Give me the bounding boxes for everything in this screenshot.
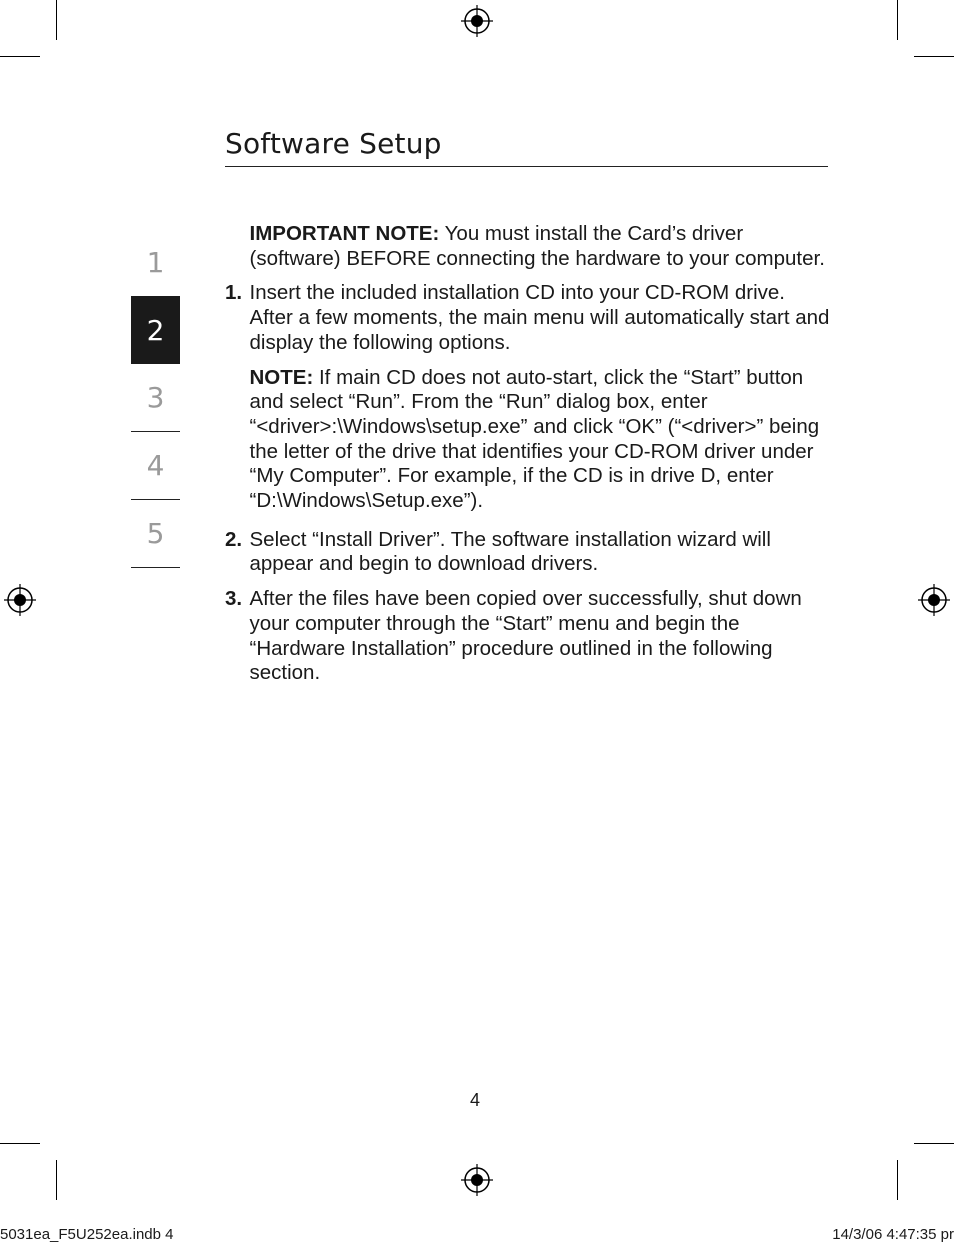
important-note — [225, 222, 830, 271]
step-text: Select “Install Driver”. The software installation wizard will appear and begin to download drivers. — [249, 527, 771, 576]
body-content — [225, 222, 830, 700]
crop-mark — [0, 1143, 40, 1144]
print-slug-filename: 5031ea_F5U252ea.indb 4 — [0, 1226, 174, 1243]
section-tab-1: 1 — [146, 245, 165, 279]
crop-mark — [897, 1160, 898, 1200]
section-tab-4: 4 — [131, 432, 180, 500]
crop-mark — [0, 56, 40, 57]
important-note-label: IMPORTANT NOTE: — [249, 222, 440, 245]
registration-mark-icon — [461, 5, 493, 37]
cd-note — [225, 366, 830, 514]
page-number: 4 — [470, 1090, 481, 1110]
crop-mark — [914, 1143, 954, 1144]
note-label: NOTE: — [249, 365, 314, 389]
crop-mark — [56, 1160, 57, 1200]
section-tab-3: 3 — [131, 364, 180, 432]
step-number: 1. — [225, 281, 243, 305]
crop-mark — [914, 56, 954, 57]
step-number: 3. — [225, 587, 243, 611]
important-note-text: You must install the Card’s driver (software) BEFORE connecting the hardware to your computer. — [249, 222, 825, 270]
step-text: After the files have been copied over successfully, shut down your computer through the “Start” menu and begin the “Hardware Installation” procedure outlined in the following section. — [249, 587, 802, 685]
step-3 — [225, 587, 830, 686]
page-title: Software Setup — [225, 127, 442, 160]
note-text: If main CD does not auto-start, click the “Start” button and select “Run”. From the “Run” dialog box, enter “<driver>:\Windows\setup.exe” and click “OK” (“<driver>” being the letter of the drive that identifies your CD-ROM driver under “My Computer”. For example, if the CD is in drive D, enter “D:\Windows\Setup.exe”). — [249, 365, 820, 513]
section-tab-2: 2 — [131, 296, 180, 364]
section-tabs — [131, 228, 180, 568]
section-tab-5: 5 — [131, 500, 180, 568]
title-divider — [225, 166, 828, 167]
step-number: 2. — [225, 527, 243, 551]
crop-mark — [56, 0, 57, 40]
step-text: Insert the included installation CD into your CD-ROM drive. After a few moments, the main menu will automatically start and display the following options. — [249, 281, 830, 354]
step-1 — [225, 281, 830, 355]
registration-mark-icon — [4, 584, 36, 616]
crop-mark — [897, 0, 898, 40]
print-slug-timestamp: 14/3/06 4:47:35 pr — [832, 1226, 954, 1243]
step-2 — [225, 528, 830, 577]
registration-mark-icon — [461, 1164, 493, 1196]
registration-mark-icon — [918, 584, 950, 616]
